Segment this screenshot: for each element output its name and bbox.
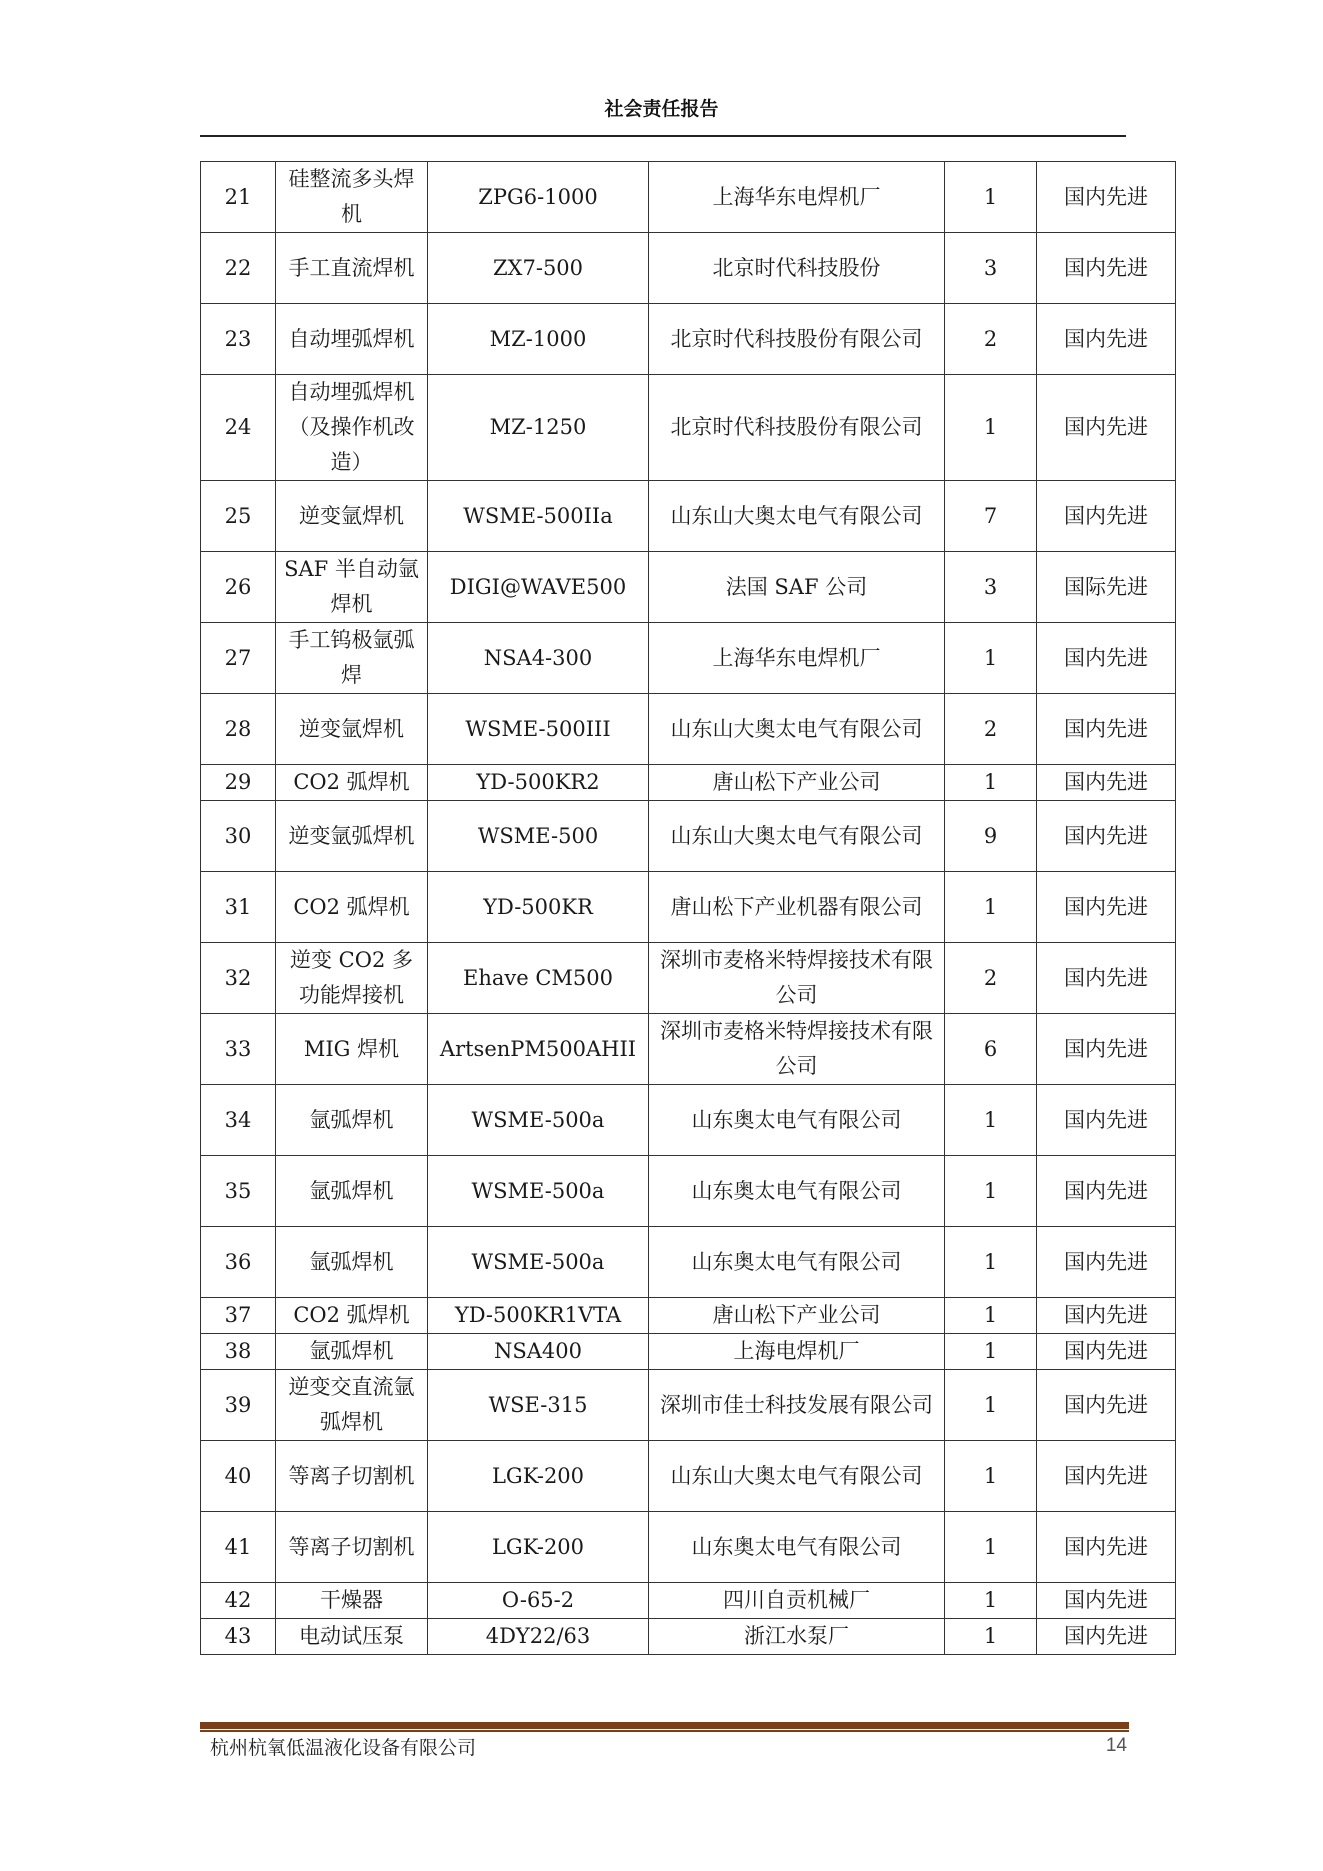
- table-row: [201, 765, 1176, 801]
- cell-level: 国内先进: [1037, 1441, 1176, 1512]
- cell-name: 干燥器: [276, 1583, 428, 1619]
- table-row: [201, 1298, 1176, 1334]
- cell-level: 国内先进: [1037, 1156, 1176, 1227]
- cell-model: YD-500KR1VTA: [428, 1298, 649, 1334]
- cell-quantity: 1: [945, 1619, 1037, 1655]
- cell-level: 国内先进: [1037, 1298, 1176, 1334]
- cell-model: LGK-200: [428, 1512, 649, 1583]
- table-row: [201, 375, 1176, 481]
- cell-name: 手工直流焊机: [276, 233, 428, 304]
- cell-level: 国内先进: [1037, 1619, 1176, 1655]
- equipment-table-container: [200, 161, 1175, 1655]
- cell-model: NSA4-300: [428, 623, 649, 694]
- cell-name: CO2 弧焊机: [276, 872, 428, 943]
- table-row: [201, 1085, 1176, 1156]
- cell-no: 35: [201, 1156, 276, 1227]
- cell-level: 国内先进: [1037, 162, 1176, 233]
- cell-quantity: 1: [945, 765, 1037, 801]
- cell-maker: 上海华东电焊机厂: [649, 162, 945, 233]
- cell-no: 29: [201, 765, 276, 801]
- cell-model: WSME-500: [428, 801, 649, 872]
- header-divider: [200, 135, 1126, 137]
- cell-name: 逆变氩焊机: [276, 481, 428, 552]
- cell-level: 国内先进: [1037, 304, 1176, 375]
- cell-model: 4DY22/63: [428, 1619, 649, 1655]
- footer-divider-thick: [200, 1722, 1129, 1729]
- cell-level: 国内先进: [1037, 1583, 1176, 1619]
- cell-level: 国内先进: [1037, 694, 1176, 765]
- cell-model: DIGI@WAVE500: [428, 552, 649, 623]
- table-row: [201, 481, 1176, 552]
- cell-quantity: 2: [945, 304, 1037, 375]
- cell-quantity: 1: [945, 375, 1037, 481]
- equipment-table-body: [201, 162, 1176, 1655]
- cell-maker: 北京时代科技股份: [649, 233, 945, 304]
- cell-level: 国内先进: [1037, 943, 1176, 1014]
- cell-name: SAF 半自动氩焊机: [276, 552, 428, 623]
- cell-no: 36: [201, 1227, 276, 1298]
- cell-model: YD-500KR: [428, 872, 649, 943]
- cell-maker: 山东山大奥太电气有限公司: [649, 1441, 945, 1512]
- table-row: [201, 623, 1176, 694]
- table-row: [201, 1156, 1176, 1227]
- cell-model: ZPG6-1000: [428, 162, 649, 233]
- table-row: [201, 552, 1176, 623]
- cell-maker: 北京时代科技股份有限公司: [649, 304, 945, 375]
- cell-maker: 深圳市佳士科技发展有限公司: [649, 1370, 945, 1441]
- cell-model: WSME-500a: [428, 1227, 649, 1298]
- cell-no: 33: [201, 1014, 276, 1085]
- cell-model: WSME-500IIa: [428, 481, 649, 552]
- cell-quantity: 1: [945, 162, 1037, 233]
- cell-maker: 四川自贡机械厂: [649, 1583, 945, 1619]
- table-row: [201, 694, 1176, 765]
- cell-level: 国内先进: [1037, 1512, 1176, 1583]
- table-row: [201, 1334, 1176, 1370]
- cell-maker: 山东奥太电气有限公司: [649, 1156, 945, 1227]
- cell-name: CO2 弧焊机: [276, 1298, 428, 1334]
- cell-name: 氩弧焊机: [276, 1085, 428, 1156]
- table-row: [201, 1619, 1176, 1655]
- cell-no: 32: [201, 943, 276, 1014]
- cell-quantity: 1: [945, 1583, 1037, 1619]
- cell-name: MIG 焊机: [276, 1014, 428, 1085]
- cell-level: 国内先进: [1037, 1014, 1176, 1085]
- cell-no: 37: [201, 1298, 276, 1334]
- cell-quantity: 1: [945, 623, 1037, 694]
- cell-name: 自动埋弧焊机（及操作机改造）: [276, 375, 428, 481]
- table-row: [201, 304, 1176, 375]
- cell-name: 氩弧焊机: [276, 1334, 428, 1370]
- cell-maker: 山东山大奥太电气有限公司: [649, 801, 945, 872]
- cell-name: 逆变 CO2 多功能焊接机: [276, 943, 428, 1014]
- cell-model: LGK-200: [428, 1441, 649, 1512]
- cell-no: 31: [201, 872, 276, 943]
- cell-no: 40: [201, 1441, 276, 1512]
- cell-maker: 唐山松下产业公司: [649, 1298, 945, 1334]
- cell-quantity: 1: [945, 1298, 1037, 1334]
- cell-name: 等离子切割机: [276, 1441, 428, 1512]
- cell-maker: 唐山松下产业公司: [649, 765, 945, 801]
- cell-name: 自动埋弧焊机: [276, 304, 428, 375]
- table-row: [201, 872, 1176, 943]
- table-row: [201, 801, 1176, 872]
- cell-level: 国内先进: [1037, 872, 1176, 943]
- page-header-title: 社会责任报告: [604, 98, 719, 120]
- cell-no: 27: [201, 623, 276, 694]
- table-row: [201, 1441, 1176, 1512]
- cell-name: 逆变氩焊机: [276, 694, 428, 765]
- cell-no: 42: [201, 1583, 276, 1619]
- cell-no: 30: [201, 801, 276, 872]
- cell-quantity: 2: [945, 694, 1037, 765]
- cell-model: YD-500KR2: [428, 765, 649, 801]
- page-number: 14: [1105, 1735, 1127, 1756]
- cell-no: 39: [201, 1370, 276, 1441]
- cell-no: 41: [201, 1512, 276, 1583]
- cell-level: 国内先进: [1037, 1227, 1176, 1298]
- table-row: [201, 1227, 1176, 1298]
- table-row: [201, 1583, 1176, 1619]
- cell-level: 国内先进: [1037, 623, 1176, 694]
- cell-maker: 深圳市麦格米特焊接技术有限公司: [649, 943, 945, 1014]
- cell-level: 国内先进: [1037, 801, 1176, 872]
- cell-name: 氩弧焊机: [276, 1156, 428, 1227]
- cell-no: 34: [201, 1085, 276, 1156]
- cell-quantity: 1: [945, 1334, 1037, 1370]
- cell-quantity: 7: [945, 481, 1037, 552]
- cell-name: 逆变氩弧焊机: [276, 801, 428, 872]
- cell-level: 国内先进: [1037, 1370, 1176, 1441]
- cell-no: 43: [201, 1619, 276, 1655]
- cell-model: ArtsenPM500AHII: [428, 1014, 649, 1085]
- cell-quantity: 6: [945, 1014, 1037, 1085]
- cell-quantity: 2: [945, 943, 1037, 1014]
- cell-quantity: 1: [945, 1441, 1037, 1512]
- cell-model: WSE-315: [428, 1370, 649, 1441]
- cell-maker: 深圳市麦格米特焊接技术有限公司: [649, 1014, 945, 1085]
- cell-level: 国内先进: [1037, 375, 1176, 481]
- cell-model: NSA400: [428, 1334, 649, 1370]
- cell-name: 硅整流多头焊机: [276, 162, 428, 233]
- cell-quantity: 1: [945, 1227, 1037, 1298]
- cell-model: O-65-2: [428, 1583, 649, 1619]
- cell-maker: 唐山松下产业机器有限公司: [649, 872, 945, 943]
- equipment-table: [200, 161, 1176, 1655]
- cell-model: WSME-500III: [428, 694, 649, 765]
- cell-level: 国内先进: [1037, 1085, 1176, 1156]
- cell-maker: 浙江水泵厂: [649, 1619, 945, 1655]
- cell-maker: 山东山大奥太电气有限公司: [649, 694, 945, 765]
- cell-quantity: 9: [945, 801, 1037, 872]
- cell-quantity: 1: [945, 872, 1037, 943]
- cell-maker: 山东奥太电气有限公司: [649, 1085, 945, 1156]
- cell-level: 国内先进: [1037, 233, 1176, 304]
- cell-level: 国内先进: [1037, 1334, 1176, 1370]
- cell-name: 氩弧焊机: [276, 1227, 428, 1298]
- cell-maker: 山东奥太电气有限公司: [649, 1227, 945, 1298]
- footer-divider-thin: [200, 1730, 1129, 1732]
- cell-maker: 山东奥太电气有限公司: [649, 1512, 945, 1583]
- cell-model: Ehave CM500: [428, 943, 649, 1014]
- cell-no: 38: [201, 1334, 276, 1370]
- cell-level: 国内先进: [1037, 481, 1176, 552]
- cell-maker: 上海电焊机厂: [649, 1334, 945, 1370]
- cell-no: 25: [201, 481, 276, 552]
- cell-quantity: 1: [945, 1512, 1037, 1583]
- cell-model: ZX7-500: [428, 233, 649, 304]
- cell-level: 国际先进: [1037, 552, 1176, 623]
- footer-company-name: 杭州杭氧低温液化设备有限公司: [210, 1737, 477, 1759]
- cell-quantity: 3: [945, 233, 1037, 304]
- cell-model: MZ-1000: [428, 304, 649, 375]
- table-row: [201, 162, 1176, 233]
- cell-maker: 法国 SAF 公司: [649, 552, 945, 623]
- table-row: [201, 1370, 1176, 1441]
- cell-name: 电动试压泵: [276, 1619, 428, 1655]
- table-row: [201, 943, 1176, 1014]
- table-row: [201, 233, 1176, 304]
- cell-maker: 山东山大奥太电气有限公司: [649, 481, 945, 552]
- cell-name: 逆变交直流氩弧焊机: [276, 1370, 428, 1441]
- cell-no: 26: [201, 552, 276, 623]
- cell-maker: 上海华东电焊机厂: [649, 623, 945, 694]
- cell-no: 28: [201, 694, 276, 765]
- cell-no: 23: [201, 304, 276, 375]
- cell-quantity: 1: [945, 1085, 1037, 1156]
- table-row: [201, 1512, 1176, 1583]
- cell-quantity: 3: [945, 552, 1037, 623]
- cell-model: MZ-1250: [428, 375, 649, 481]
- cell-maker: 北京时代科技股份有限公司: [649, 375, 945, 481]
- cell-no: 22: [201, 233, 276, 304]
- cell-name: CO2 弧焊机: [276, 765, 428, 801]
- cell-name: 手工钨极氩弧焊: [276, 623, 428, 694]
- cell-model: WSME-500a: [428, 1085, 649, 1156]
- cell-quantity: 1: [945, 1156, 1037, 1227]
- cell-no: 24: [201, 375, 276, 481]
- cell-model: WSME-500a: [428, 1156, 649, 1227]
- cell-name: 等离子切割机: [276, 1512, 428, 1583]
- cell-level: 国内先进: [1037, 765, 1176, 801]
- table-row: [201, 1014, 1176, 1085]
- cell-quantity: 1: [945, 1370, 1037, 1441]
- cell-no: 21: [201, 162, 276, 233]
